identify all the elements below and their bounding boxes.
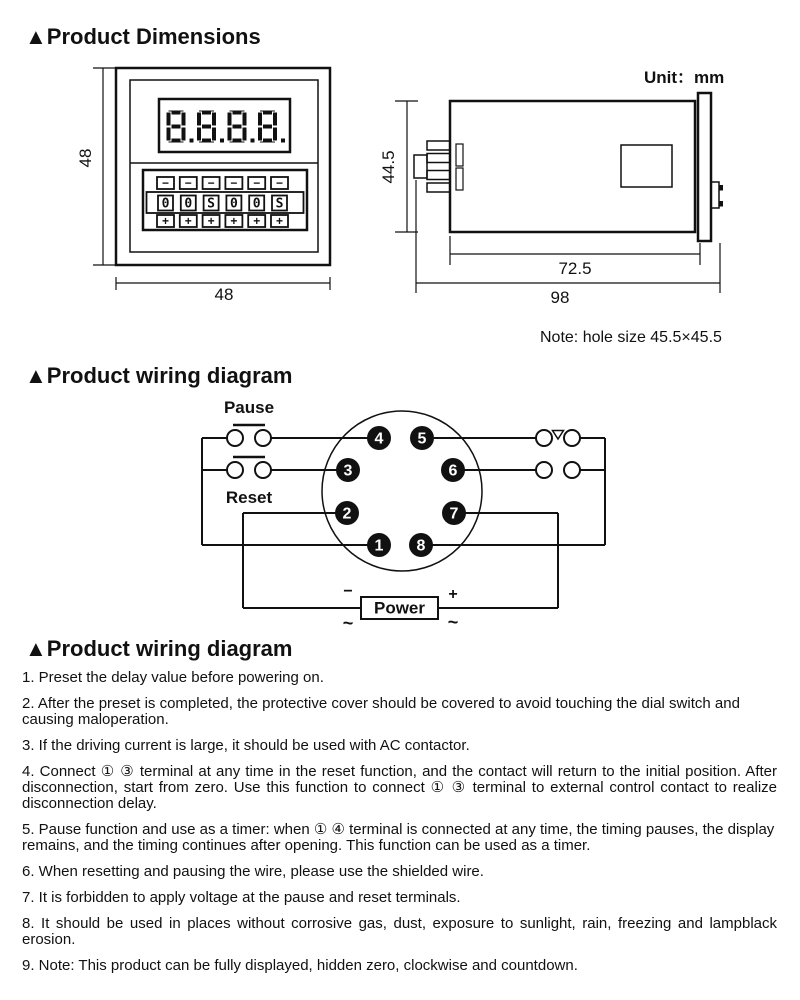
- side-height-label: 44.5: [379, 150, 398, 184]
- contact-terminal: [536, 462, 552, 478]
- dial-digit: 0: [229, 196, 238, 212]
- note-item-3: 3. If the driving current is large, it should be used with AC contactor.: [22, 737, 470, 754]
- ac-symbol: ~: [447, 612, 459, 632]
- minus-label: −: [230, 176, 238, 190]
- dimensions-title: ▲Product Dimensions: [25, 24, 261, 49]
- relay-contact-no: [536, 462, 580, 478]
- minus-label: −: [253, 176, 261, 190]
- note-item-4: 4. Connect ① ③ terminal at any time in the reset function, and the contact will return to the initial position. After disconnection, start from zero. Use this function to connect ① ③ terminal to external control contact to realize disconnection delay.: [22, 763, 777, 812]
- dial-digit: 0: [184, 196, 193, 212]
- note-item-5: 5. Pause function and use as a timer: when ① ④ terminal is connected at any time, the timing pauses, the display remains, and the timing continues after opening. This function can be used as a timer.: [22, 821, 775, 854]
- minus-symbol: −: [343, 583, 353, 600]
- socket-circle: [322, 411, 482, 571]
- terminal-pin: [427, 183, 450, 192]
- pause-label: Pause: [223, 398, 275, 417]
- pin-7-label: 7: [449, 505, 459, 523]
- terminal-pin: [427, 154, 450, 163]
- note-item-7: 7. It is forbidden to apply voltage at the pause and reset terminals.: [22, 889, 461, 906]
- reset-switch: [227, 457, 271, 478]
- switch-contact: [255, 462, 271, 478]
- front-height-label: 48: [76, 148, 95, 168]
- plus-label: +: [275, 214, 284, 228]
- dial-plus-buttons: [157, 214, 288, 228]
- plus-label: +: [161, 214, 170, 228]
- vent-grille: [621, 145, 672, 187]
- note-item-9: 9. Note: This product can be fully displayed, hidden zero, clockwise and countdown.: [22, 957, 578, 974]
- pin-3-label: 3: [343, 462, 353, 480]
- reset-label: Reset: [225, 488, 273, 507]
- inner-slot: [456, 144, 463, 166]
- power-label: Power: [373, 598, 426, 618]
- minus-label: −: [161, 176, 170, 190]
- center-stud: [414, 155, 427, 178]
- pin-6-label: 6: [448, 462, 458, 480]
- minus-label: −: [207, 176, 215, 190]
- plus-label: +: [207, 214, 215, 228]
- unit-label: Unit：mm: [644, 68, 725, 87]
- notes-title: ▲Product wiring diagram: [25, 636, 293, 661]
- contact-terminal: [564, 430, 580, 446]
- note-item-2: 2. After the preset is completed, the protective cover should be covered to avoid touching the dial switch and causing maloperation.: [22, 695, 740, 728]
- body-depth-label: 72.5: [558, 259, 592, 278]
- dial-digit: S: [275, 196, 284, 212]
- display-digit: [258, 110, 286, 143]
- side-body: [450, 101, 695, 232]
- side-dimension-total-depth: [416, 180, 720, 307]
- switch-contact: [227, 462, 243, 478]
- ac-symbol: ~: [342, 613, 354, 633]
- dial-digit: 0: [252, 196, 261, 212]
- minus-label: −: [184, 176, 192, 190]
- pin-4-label: 4: [374, 430, 384, 448]
- note-item-8: 8. It should be used in places without corrosive gas, dust, exposure to sunlight, rain, freezing and lampblack erosion.: [22, 915, 777, 948]
- side-dimension-body-depth: [450, 236, 700, 278]
- socket-pins: [335, 426, 466, 557]
- front-width-label: 48: [214, 285, 234, 304]
- pause-switch: [227, 425, 271, 446]
- note-item-6: 6. When resetting and pausing the wire, please use the shielded wire.: [22, 863, 484, 880]
- terminal-pin: [427, 171, 450, 180]
- relay-contact-nc: [536, 430, 580, 446]
- panel-flange: [698, 93, 711, 241]
- contact-terminal: [536, 430, 552, 446]
- display-digit: [166, 110, 194, 143]
- switch-contact: [255, 430, 271, 446]
- side-dimension-height: [379, 101, 418, 232]
- dial-minus-buttons: [157, 176, 288, 190]
- wiring-title: ▲Product wiring diagram: [25, 363, 293, 388]
- switch-contact: [227, 430, 243, 446]
- total-depth-label: 98: [550, 288, 570, 307]
- pin-5-label: 5: [417, 430, 427, 448]
- contact-terminal: [564, 462, 580, 478]
- side-view-drawing: [379, 93, 723, 307]
- note-item-1: 1. Preset the delay value before powering on.: [22, 669, 324, 686]
- front-bezel: [116, 68, 330, 265]
- pin-8-label: 8: [416, 537, 426, 555]
- notes-list: [22, 670, 777, 984]
- front-dimension-width: [116, 277, 330, 304]
- terminal-pin: [427, 141, 450, 150]
- inner-slot: [456, 168, 463, 190]
- plus-label: +: [230, 214, 238, 228]
- hole-size-note: Note: hole size 45.5×45.5: [540, 329, 722, 346]
- plus-symbol: +: [448, 586, 458, 603]
- minus-label: −: [275, 176, 284, 190]
- wires: [202, 438, 605, 608]
- plus-label: +: [253, 214, 261, 228]
- wiring-diagram: [202, 398, 605, 633]
- dial-switch-block: [143, 170, 307, 230]
- plus-label: +: [184, 214, 192, 228]
- dial-digit: S: [207, 196, 216, 212]
- dial-digit-windows: [158, 196, 287, 212]
- front-dimension-height: [76, 68, 116, 265]
- pin-2-label: 2: [342, 505, 352, 523]
- dial-digit: 0: [161, 196, 170, 212]
- contact-wedge: [553, 431, 564, 440]
- front-view-drawing: [76, 68, 330, 304]
- clamp-tooth: [719, 201, 723, 207]
- clamp-tooth: [719, 185, 723, 191]
- pin-1-label: 1: [374, 537, 384, 555]
